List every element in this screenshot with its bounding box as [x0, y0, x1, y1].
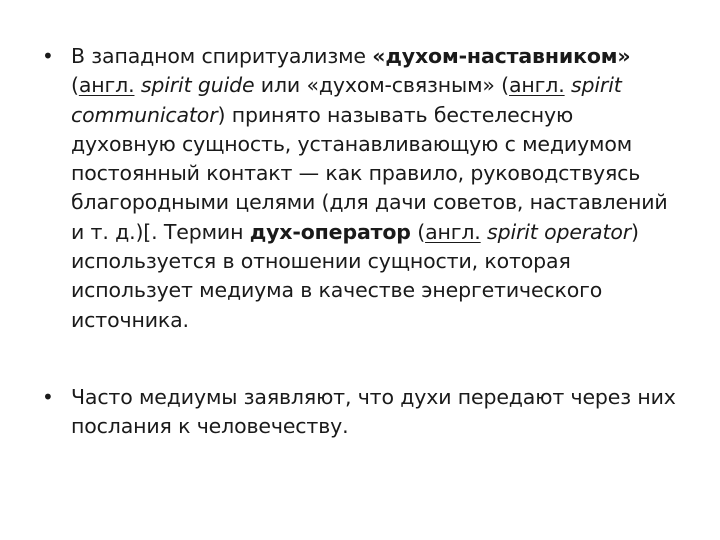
bold-term-spirit-operator: дух-оператор	[249, 219, 411, 244]
bullet-item	[42, 383, 682, 442]
text-run: (	[410, 219, 426, 244]
text-run: ) принято называть бестелесную духовную сущность, устанавливающую с медиумом постоянный контакт — как правило, руководствуясь благородными целями (для дачи советов, наставлений и т. д.)[. Термин	[71, 102, 668, 244]
text-run: (	[71, 73, 79, 98]
english-term: spirit operator	[487, 219, 632, 244]
text-run: ) используется в отношении сущности, которая использует медиума в качестве энергетического источника.	[71, 219, 639, 332]
bullet-item	[42, 42, 682, 335]
link-english-abbr[interactable]: англ.	[509, 73, 565, 98]
bold-term-spirit-guide: «духом-наставником»	[372, 44, 631, 68]
link-english-abbr[interactable]: англ.	[425, 219, 481, 244]
text-run: В западном спиритуализме	[71, 44, 373, 68]
english-term: spirit guide	[140, 73, 255, 98]
bullet-dot-icon: •	[42, 384, 54, 409]
bullet-list	[42, 42, 682, 442]
bullet-text	[71, 44, 668, 332]
bullet-text: Часто медиумы заявляют, что духи передают через них послания к человечеству.	[71, 384, 676, 439]
english-term: spirit communicator	[71, 73, 622, 127]
text-run: или «духом-связным» (	[254, 73, 509, 98]
bullet-dot-icon: •	[42, 44, 54, 68]
link-english-abbr[interactable]: англ.	[78, 73, 135, 98]
